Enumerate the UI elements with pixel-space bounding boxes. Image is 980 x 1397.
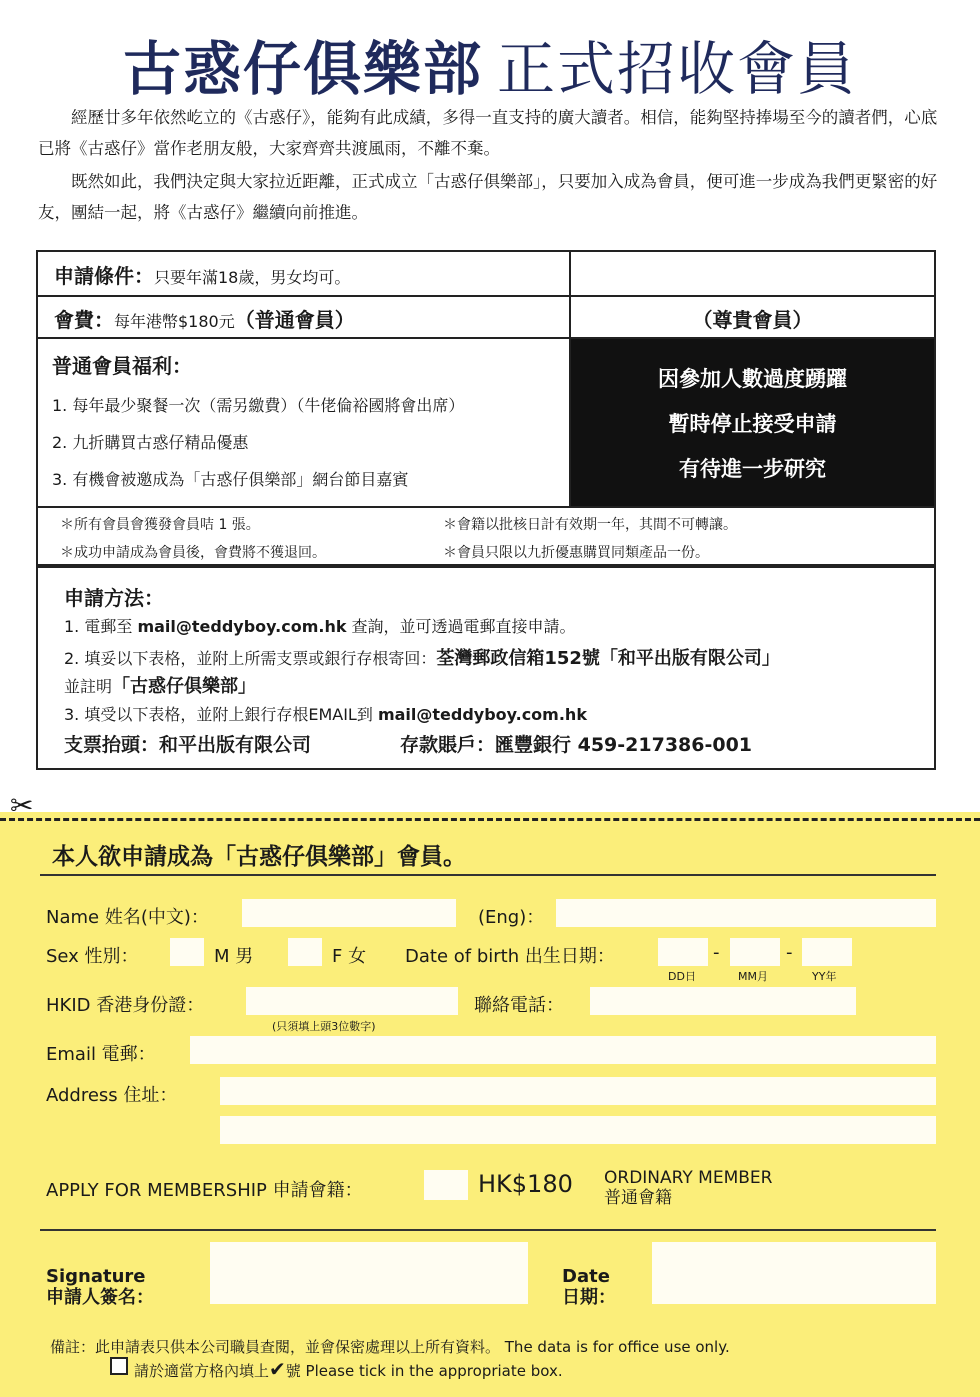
apply-membership-label: APPLY FOR MEMBERSHIP 申請會籍： xyxy=(46,1180,363,1201)
address-label: Address 住址： xyxy=(46,1085,178,1106)
female-label: F 女 xyxy=(332,946,367,967)
date-label-en: Date xyxy=(562,1266,610,1287)
email-link[interactable]: mail@teddyboy.com.hk xyxy=(137,617,347,636)
premium-notice xyxy=(571,339,934,506)
hkid-label: HKID 香港身份證： xyxy=(46,995,205,1016)
membership-type-en: ORDINARY MEMBER xyxy=(604,1168,773,1188)
fee-label: 會費： xyxy=(54,308,114,332)
dd-hint: DD日 xyxy=(668,970,696,983)
apply-text: 查詢，並可透過電郵直接申請。 xyxy=(346,617,576,636)
email-link[interactable]: mail@teddyboy.com.hk xyxy=(377,705,587,724)
name-label: Name 姓名(中文)： xyxy=(46,907,209,928)
membership-type-zh: 普通會籍 xyxy=(604,1188,672,1208)
email-label: Email 電郵： xyxy=(46,1044,156,1065)
cheque-payee: 支票抬頭：和平出版有限公司 xyxy=(64,734,312,756)
title-recruit: 正式招收會員 xyxy=(497,35,858,103)
fee-row xyxy=(54,304,564,333)
apply-method-1 xyxy=(64,614,576,637)
dob-separator: - xyxy=(713,942,720,963)
dob-label: Date of birth 出生日期： xyxy=(405,946,615,967)
premium-notice-line: 有待進一步研究 xyxy=(679,457,826,481)
tick-instruction xyxy=(134,1357,563,1381)
membership-type xyxy=(604,1168,772,1208)
dob-separator: - xyxy=(786,942,793,963)
bank-account: 存款賬戶：匯豐銀行 459-217386-001 xyxy=(400,734,753,756)
benefits xyxy=(52,350,567,498)
dob-day-field[interactable] xyxy=(658,938,708,966)
intro xyxy=(38,102,938,228)
tick-instruction-text: 請於適當方格內填上 xyxy=(134,1362,270,1380)
note-item: ＊成功申請成為會員後，會費將不獲退回。 xyxy=(60,545,326,561)
signature-label xyxy=(46,1266,154,1308)
benefit-item: 2. 九折購買古惑仔精品優惠 xyxy=(52,433,249,452)
signature-field[interactable] xyxy=(210,1242,528,1304)
conditions-text: 只要年滿18歲，男女均可。 xyxy=(154,268,351,287)
intro-paragraph-1: 經歷廿多年依然屹立的《古惑仔》，能夠有此成績，多得一直支持的廣大讀者。相信，能夠堅持捧場至今的讀者們，心底已將《古惑仔》當作老朋友般，大家齊齊共渡風雨，不離不棄。 xyxy=(38,108,938,158)
dob-month-field[interactable] xyxy=(730,938,780,966)
signature-label-en: Signature xyxy=(46,1266,146,1287)
female-checkbox[interactable] xyxy=(288,938,322,966)
apply-method-3 xyxy=(64,702,587,725)
premium-member-label: （尊貴會員） xyxy=(692,308,813,332)
apply-title: 申請方法： xyxy=(64,586,164,610)
apply-text: 2. 填妥以下表格，並附上所需支票或銀行存根寄回： xyxy=(64,649,437,668)
note-item: ＊會員只限以九折優惠購買同類產品一份。 xyxy=(443,545,709,561)
page-title xyxy=(0,22,980,106)
cut-line xyxy=(0,818,980,821)
phone-label: 聯絡電話： xyxy=(474,995,564,1016)
benefits-title: 普通會員福利： xyxy=(52,354,192,378)
benefit-item: 1. 每年最少聚餐一次（需另繳費）（牛佬倫裕國將會出席） xyxy=(52,396,465,415)
email-field[interactable] xyxy=(190,1036,936,1064)
title-club: 古惑仔俱樂部 xyxy=(122,35,483,103)
sex-label: Sex 性別： xyxy=(46,946,139,967)
yy-hint: YY年 xyxy=(812,970,837,983)
postal-address: 荃灣郵政信箱152號「和平出版有限公司」 xyxy=(436,648,780,669)
fee-text: 每年港幣$180元 xyxy=(114,312,235,331)
apply-method-2 xyxy=(64,644,780,670)
checkbox-icon xyxy=(110,1357,128,1375)
signature-label-zh: 申請人簽名： xyxy=(46,1287,154,1308)
hkid-hint: (只須填上頭3位數字) xyxy=(272,1020,376,1033)
note-item: ＊所有會員會獲發會員咭 1 張。 xyxy=(60,517,260,533)
apply-method-box xyxy=(36,566,936,770)
male-label: M 男 xyxy=(214,946,254,967)
notes-box xyxy=(36,506,936,566)
divider xyxy=(40,1229,936,1231)
scissors-icon: ✂ xyxy=(10,789,34,822)
date-label xyxy=(562,1266,616,1308)
dob-year-field[interactable] xyxy=(802,938,852,966)
benefit-item: 3. 有機會被邀成為「古惑仔俱樂部」網台節目嘉賓 xyxy=(52,470,409,489)
intro-paragraph-2: 既然如此，我們決定與大家拉近距離，正式成立「古惑仔俱樂部」，只要加入成為會員，便可進一步成為我們更緊密的好友，團結一起，將《古惑仔》繼續向前推進。 xyxy=(38,172,938,222)
info-table xyxy=(36,250,936,508)
conditions-row xyxy=(54,260,564,289)
hkid-field[interactable] xyxy=(246,987,458,1015)
divider xyxy=(40,874,936,876)
date-field[interactable] xyxy=(652,1242,936,1304)
apply-note xyxy=(64,672,256,698)
note-item: ＊會籍以批核日計有效期一年，其間不可轉讓。 xyxy=(443,517,737,533)
phone-field[interactable] xyxy=(590,987,856,1015)
premium-notice-line: 暫時停止接受申請 xyxy=(668,412,837,436)
ordinary-member-label: （普通會員） xyxy=(234,308,355,332)
premium-notice-line: 因參加人數過度踴躍 xyxy=(658,367,847,391)
club-note: 「古惑仔俱樂部」 xyxy=(112,676,257,697)
male-checkbox[interactable] xyxy=(170,938,204,966)
remark: 備註：此申請表只供本公司職員查閱，並會保密處理以上所有資料。 The data is for office use only. xyxy=(50,1338,730,1356)
name-chinese-field[interactable] xyxy=(242,899,456,927)
apply-text: 並註明 xyxy=(64,677,113,696)
membership-amount: HK$180 xyxy=(478,1170,573,1198)
name-english-field[interactable] xyxy=(556,899,936,927)
address-field-line-1[interactable] xyxy=(220,1077,936,1105)
date-label-zh: 日期： xyxy=(562,1287,616,1308)
eng-name-label: (Eng)： xyxy=(478,907,545,928)
membership-checkbox[interactable] xyxy=(424,1170,468,1200)
mm-hint: MM月 xyxy=(738,970,768,983)
checkmark-icon: ✔ xyxy=(269,1357,286,1381)
tick-instruction-text: 號 Please tick in the appropriate box. xyxy=(285,1362,563,1380)
apply-text: 3. 填受以下表格，並附上銀行存根EMAIL到 xyxy=(64,705,378,724)
address-field-line-2[interactable] xyxy=(220,1116,936,1144)
conditions-label: 申請條件： xyxy=(54,264,154,288)
apply-text: 1. 電郵至 xyxy=(64,617,138,636)
form-heading: 本人欲申請成為「古惑仔俱樂部」會員。 xyxy=(52,844,466,870)
